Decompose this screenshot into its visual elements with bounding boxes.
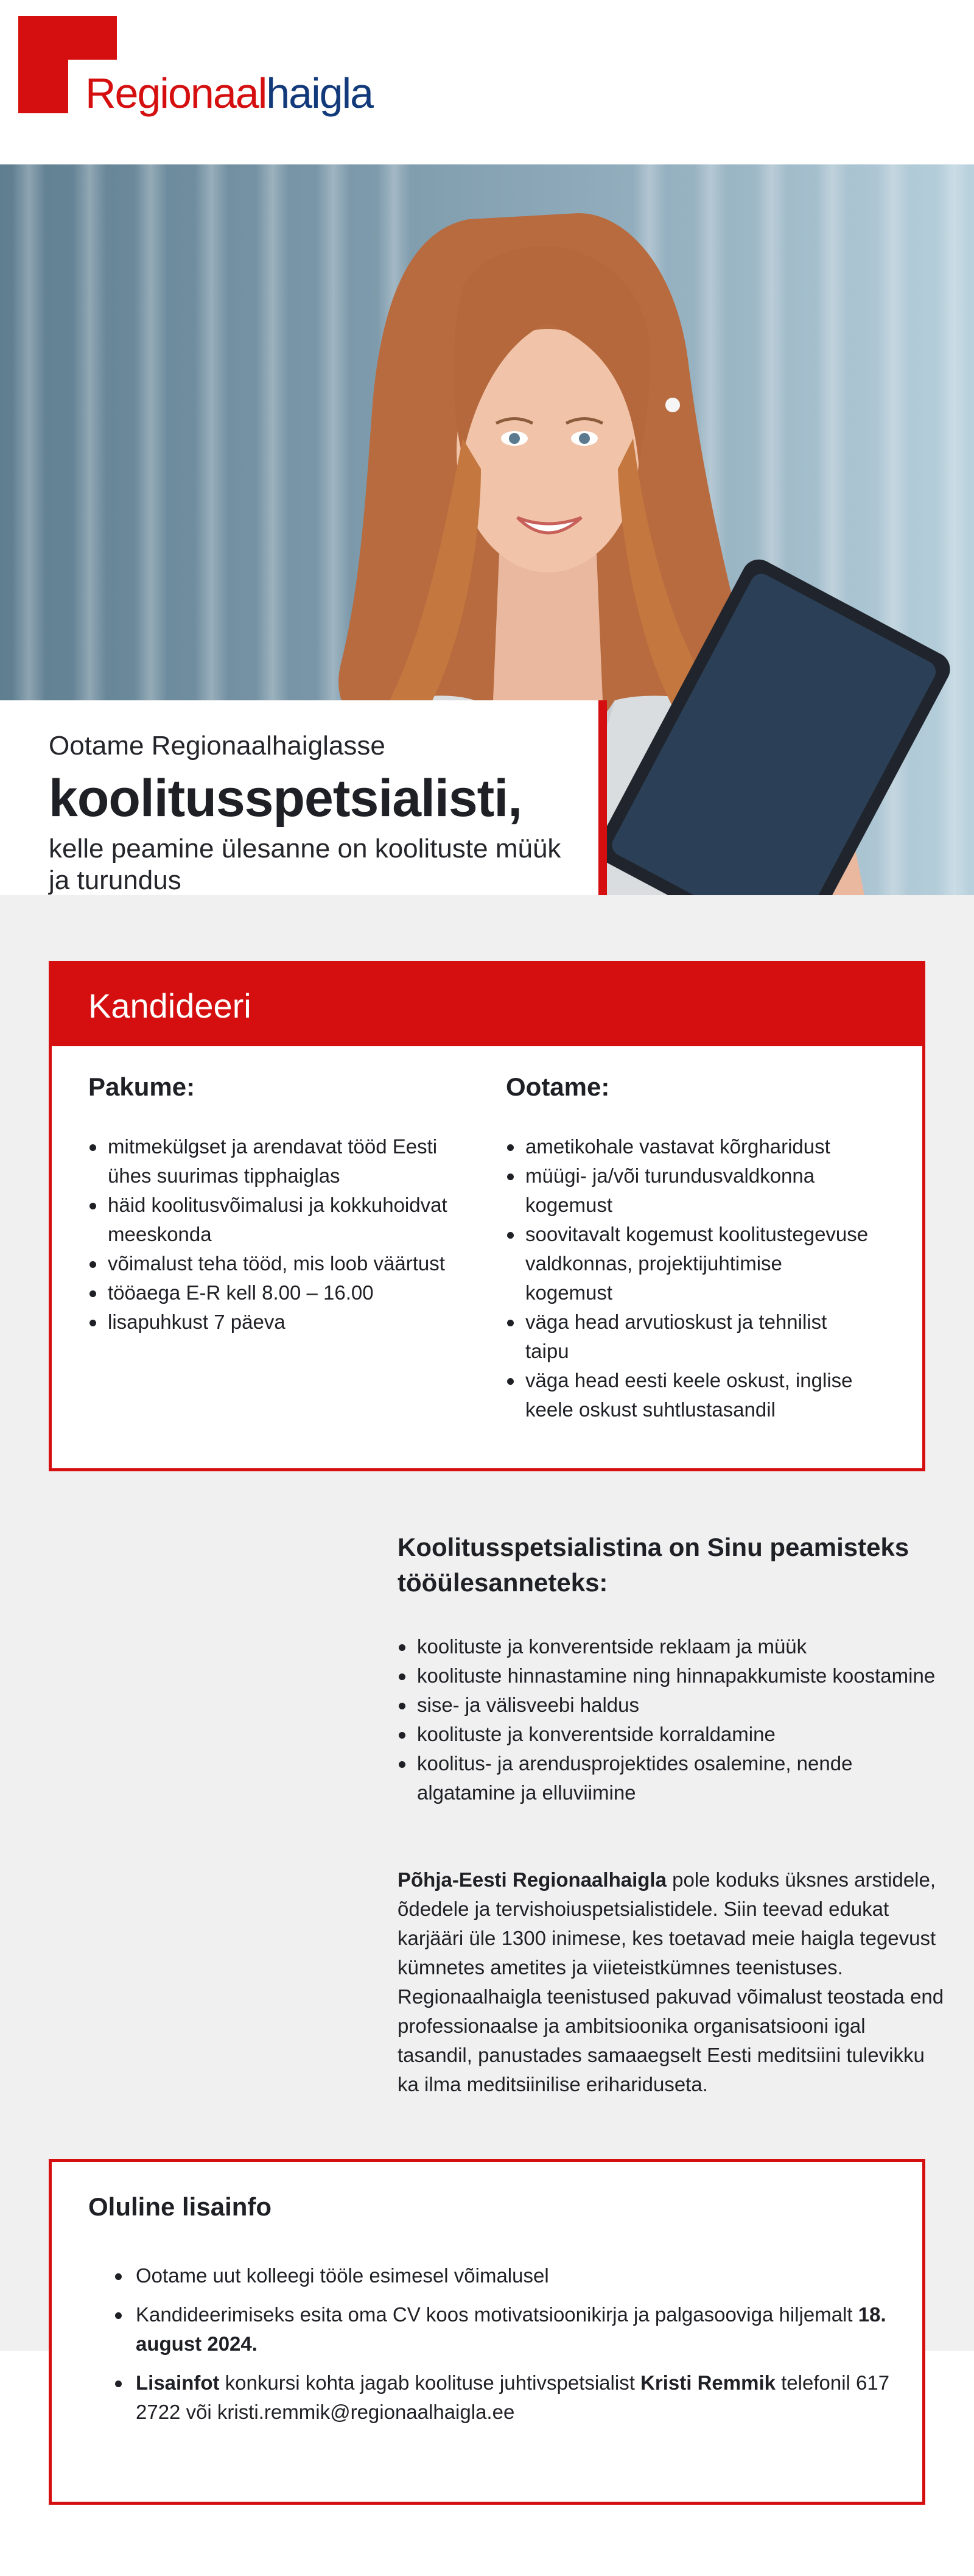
deadline-date: 18. august 2024. <box>136 2303 886 2355</box>
hospital-name: Põhja-Eesti Regionaalhaigla <box>398 1868 667 1891</box>
list-item: müügi- ja/või turundusvaldkonna kogemust <box>506 1161 871 1220</box>
list-item: ametikohale vastavat kõrgharidust <box>506 1132 871 1161</box>
list-item: lisapuhkust 7 päeva <box>88 1307 466 1337</box>
logo-text-blue: haigla <box>266 69 373 117</box>
list-item: koolituste ja konverentside reklaam ja müük <box>398 1632 945 1661</box>
info-list <box>88 2261 892 2427</box>
list-item: koolituste hinnastamine ning hinnapakkumiste koostamine <box>398 1661 945 1691</box>
list-item: tööaega E-R kell 8.00 – 16.00 <box>88 1278 466 1307</box>
logo-text-red: Regionaal <box>85 69 267 117</box>
hero-accent-bar <box>598 700 607 895</box>
logo <box>85 69 373 117</box>
tasks-title: Koolitusspetsialistina on Sinu peamisteks tööülesanneteks: <box>398 1533 909 1597</box>
contact-name: Kristi Remmik <box>640 2371 776 2394</box>
about-text: pole koduks üksnes arstidele, õdedele ja tervishoiuspetsialistidele. Siin teevad edukat karjääri üle 1300 inimese, kes toetavad meie haigla tegevust kümnetes ametites ja viieteistkümnes teenistuses. Regionaalhaigla teenistused pakuvad võimalust teostada end professionaalse ja ambitsioonika organisatsiooni igal tasandil, panustades samaaegselt Eesti meditsiini tulevikku ka ilma meditsiinilise erihariduseta. <box>398 1868 944 2096</box>
list-item: võimalust teha tööd, mis loob väärtust <box>88 1249 466 1278</box>
info-start-text: Ootame uut kolleegi tööle esimesel võimalusel <box>136 2264 549 2287</box>
info-box <box>49 2159 925 2505</box>
expect-list <box>506 1132 871 1424</box>
list-item: väga head eesti keele oskust, inglise keele oskust suhtlustasandil <box>506 1366 871 1424</box>
apply-header-label[interactable]: Kandideeri <box>88 987 251 1025</box>
expect-title: Ootame: <box>506 1072 610 1101</box>
list-item <box>88 2300 892 2359</box>
info-contact-text: konkursi kohta jagab koolituse juhtivspetsialist <box>219 2371 641 2394</box>
contact-details[interactable]: telefonil 617 2722 või kristi.remmik@regionaalhaigla.ee <box>136 2371 890 2423</box>
offer-title: Pakume: <box>88 1072 195 1101</box>
hero-intro: Ootame Regionaalhaiglasse <box>49 731 385 761</box>
list-item: sise- ja välisveebi haldus <box>398 1691 945 1720</box>
info-apply-text: Kandideerimiseks esita oma CV koos motivatsioonikirja ja palgasooviga hiljemalt <box>136 2303 858 2326</box>
job-title: koolitusspetsialisti, <box>49 769 522 828</box>
list-item <box>88 2368 892 2427</box>
offer-list <box>88 1132 466 1337</box>
list-item: koolitus- ja arendusprojektides osalemine, nende algatamine ja elluviimine <box>398 1749 945 1807</box>
list-item: soovitavalt kogemust koolitustegevuse valdkonnas, projektijuhtimise kogemust <box>506 1220 871 1307</box>
tasks-list <box>398 1632 945 1807</box>
header <box>0 0 974 164</box>
job-subtitle: kelle peamine ülesanne on koolituste müük ja turundus <box>49 834 561 895</box>
about-paragraph <box>398 1865 945 2099</box>
list-item <box>88 2261 892 2290</box>
apply-box <box>49 961 925 1471</box>
apply-header[interactable] <box>52 964 922 1046</box>
info-title: Oluline lisainfo <box>88 2192 272 2221</box>
list-item: koolituste ja konverentside korraldamine <box>398 1720 945 1749</box>
list-item: mitmekülgset ja arendavat tööd Eesti ühes suurimas tipphaiglas <box>88 1132 466 1191</box>
list-item: väga head arvutioskust ja tehnilist taipu <box>506 1307 871 1366</box>
list-item: häid koolitusvõimalusi ja kokkuhoidvat meeskonda <box>88 1191 466 1249</box>
info-more-label: Lisainfot <box>136 2371 220 2394</box>
